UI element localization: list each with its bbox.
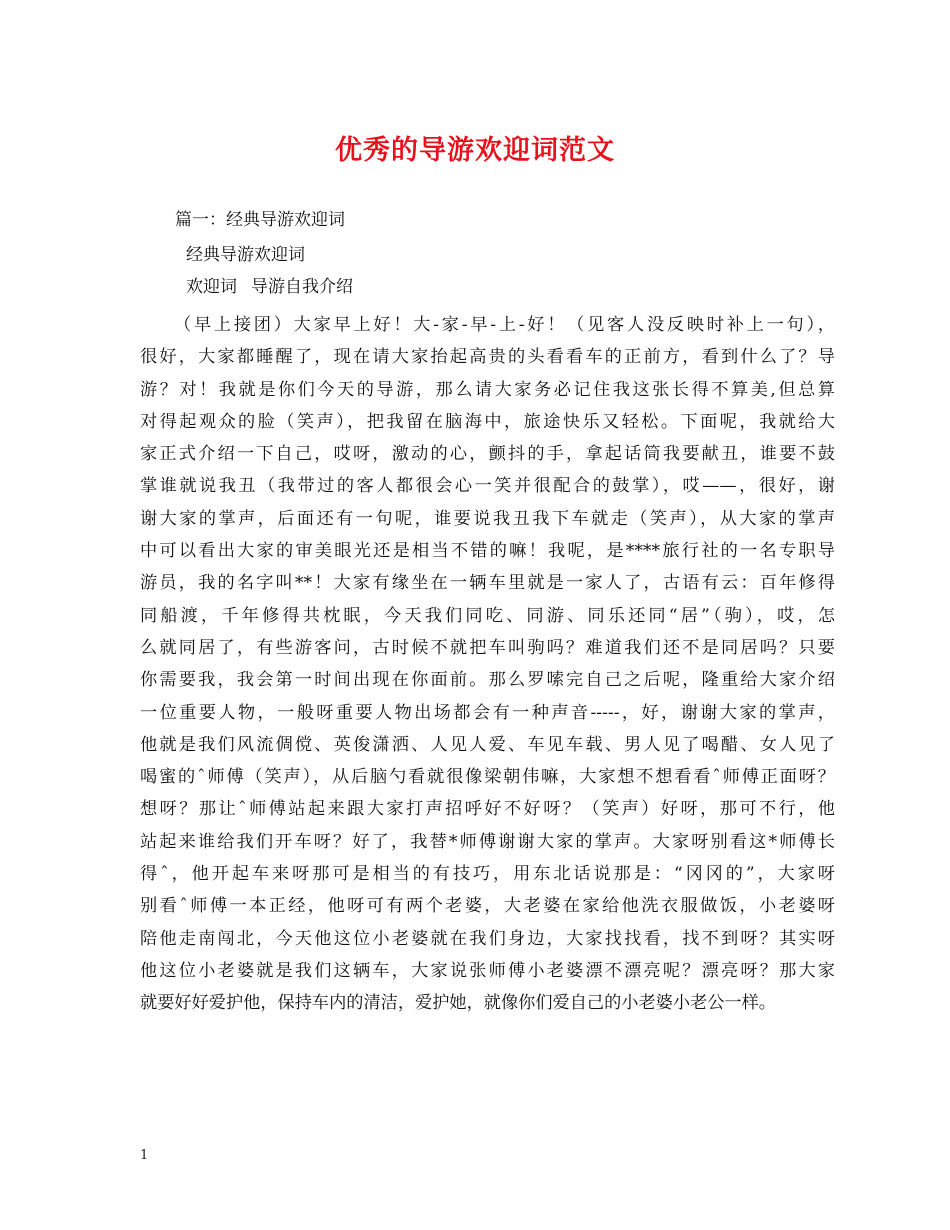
body-line: 么就同居了，有些游客问，古时候不就把车叫驹吗？难道我们还不是同居吗？只要 <box>140 637 835 658</box>
body-line: 别看ˆ师傅一本正经，他呀可有两个老婆，大老婆在家给他洗衣服做饭，小老婆呀 <box>140 896 835 917</box>
body-line: 就要好好爱护他，保持车内的清洁，爱护她，就像你们爱自己的小老婆小老公一样。 <box>140 993 776 1014</box>
subheading: 经典导游欢迎词 <box>186 245 305 265</box>
body-line: 陪他走南闯北，今天他这位小老婆就在我们身边，大家找找看，找不到呀？其实呀 <box>140 928 835 949</box>
intro-label-self-intro: 导游自我介绍 <box>251 277 353 297</box>
body-line: 一位重要人物，一般呀重要人物出场都会有一种声音-----，好，谢谢大家的掌声， <box>140 702 835 723</box>
body-line: 谢大家的掌声，后面还有一句呢，谁要说我丑我下车就走（笑声），从大家的掌声 <box>140 508 835 529</box>
section-heading: 篇一：经典导游欢迎词 <box>175 210 345 230</box>
body-line: 游员，我的名字叫**！大家有缘坐在一辆车里就是一家人了，古语有云：百年修得 <box>140 573 835 594</box>
body-line: 家正式介绍一下自己，哎呀，激动的心，颤抖的手，拿起话筒我要献丑，谁要不鼓 <box>140 444 835 465</box>
body-line: 得ˆ，他开起车来呀那可是相当的有技巧，用东北话说那是：“冈冈的”，大家呀 <box>140 864 835 885</box>
intro-label-welcome: 欢迎词 <box>186 277 237 297</box>
body-line: 他就是我们风流倜傥、英俊潇洒、人见人爱、车见车载、男人见了喝醋、女人见了 <box>140 734 835 755</box>
body-paragraph <box>140 309 835 1020</box>
body-line: 站起来谁给我们开车呀？好了，我替*师傅谢谢大家的掌声。大家呀别看这*师傅长 <box>140 831 835 852</box>
body-line: 中可以看出大家的审美眼光还是相当不错的嘛！我呢，是****旅行社的一名专职导 <box>140 541 835 562</box>
body-line: 想呀？那让ˆ师傅站起来跟大家打声招呼好不好呀？（笑声）好呀，那可不行，他 <box>140 799 835 820</box>
body-line: 对得起观众的脸（笑声），把我留在脑海中，旅途快乐又轻松。下面呢，我就给大 <box>140 411 835 432</box>
body-line: 游？对！我就是你们今天的导游，那么请大家务必记住我这张长得不算美,但总算 <box>140 379 835 400</box>
body-line: 同船渡，千年修得共枕眠，今天我们同吃、同游、同乐还同“居”（驹），哎，怎 <box>140 605 835 626</box>
body-line: 喝蜜的ˆ师傅（笑声），从后脑勺看就很像梁朝伟嘛，大家想不想看看ˆ师傅正面呀？ <box>140 767 835 788</box>
page-number: 1 <box>140 1148 149 1163</box>
intro-labels <box>186 276 353 298</box>
body-line: 他这位小老婆就是我们这辆车，大家说张师傅小老婆漂不漂亮呢？漂亮呀？那大家 <box>140 960 835 981</box>
body-line: 掌谁就说我丑（我带过的客人都很会心一笑并很配合的鼓掌），哎——，很好，谢 <box>140 476 835 497</box>
document-title: 优秀的导游欢迎词范文 <box>335 135 615 166</box>
body-line: 很好，大家都睡醒了，现在请大家抬起高贵的头看看车的正前方，看到什么了？导 <box>140 347 835 368</box>
body-line: （早上接团）大家早上好！大-家-早-上-好！（见客人没反映时补上一句）， <box>174 315 835 335</box>
body-line: 你需要我，我会第一时间出现在你面前。那么罗嗦完自己之后呢，隆重给大家介绍 <box>140 670 835 691</box>
